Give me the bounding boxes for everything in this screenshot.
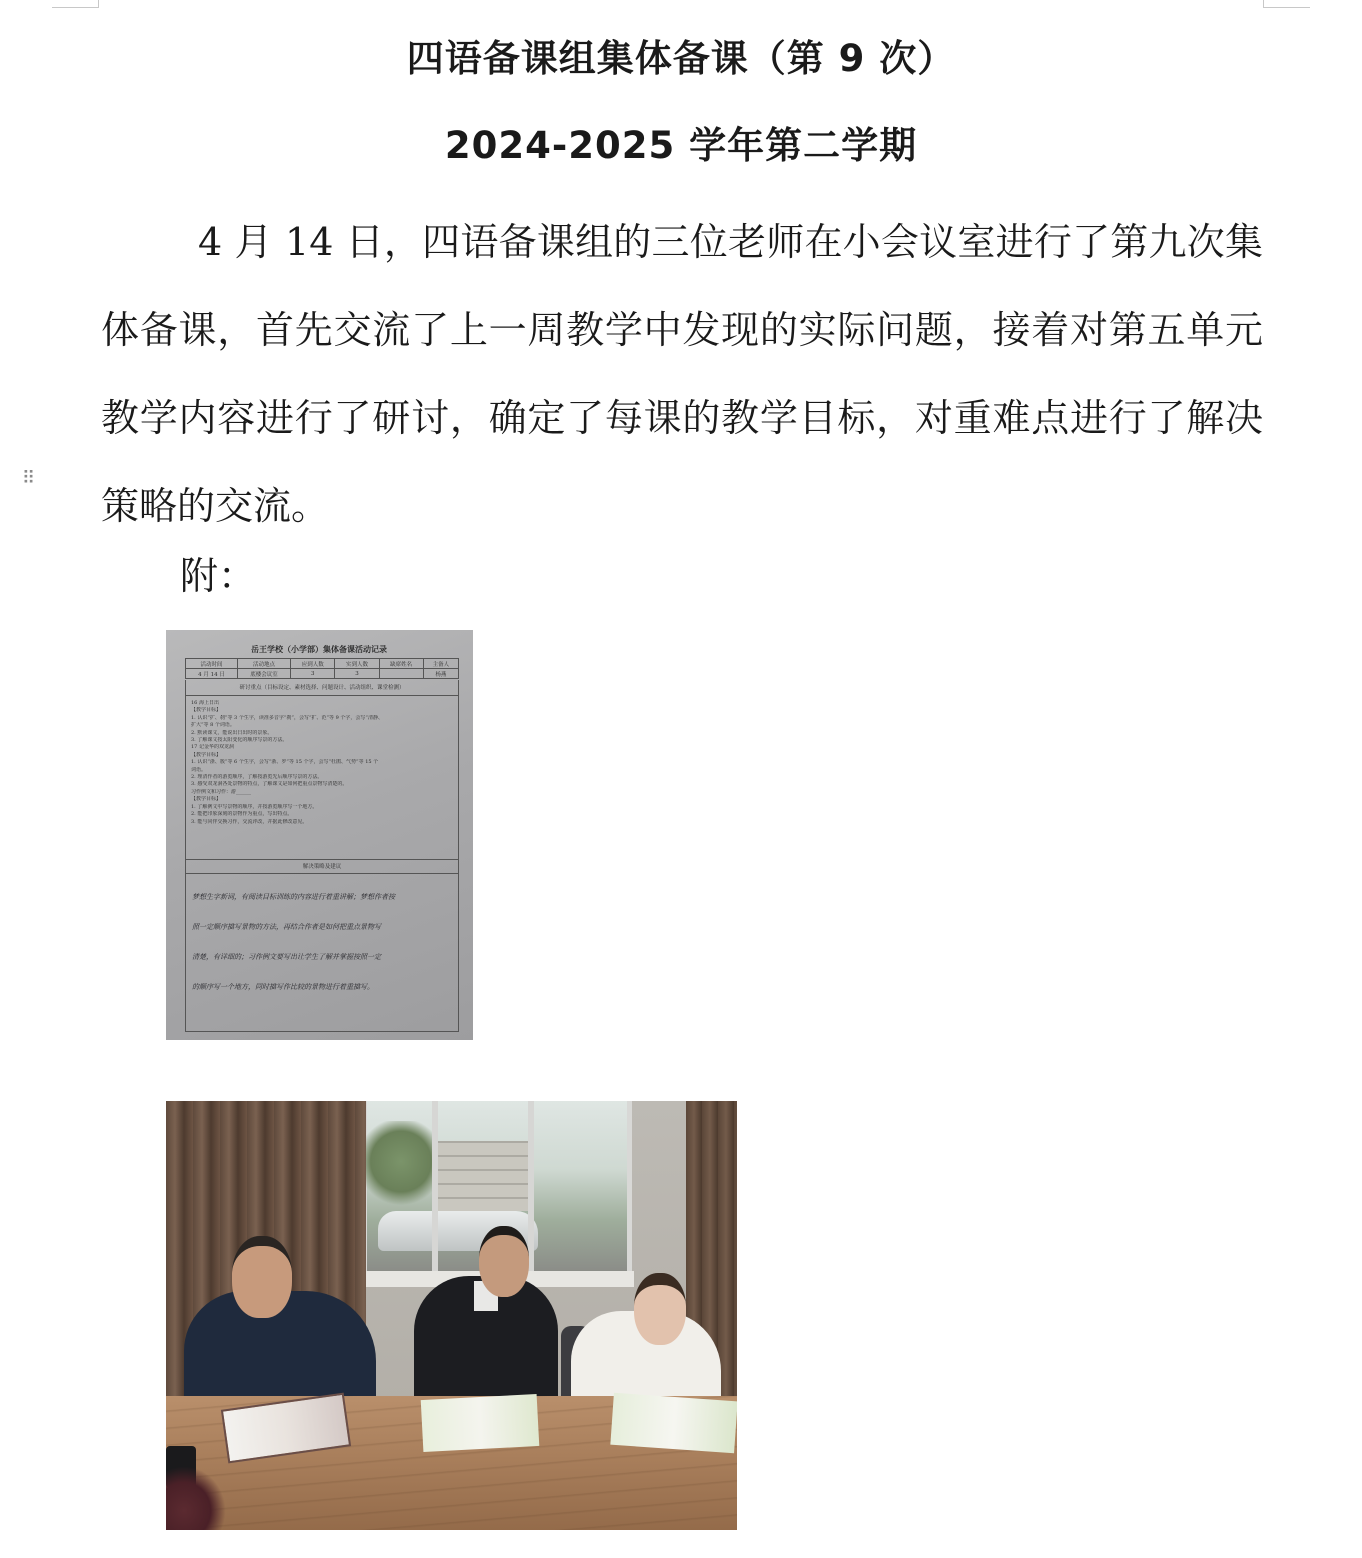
photo-window-frame bbox=[528, 1101, 534, 1276]
content-line: 词语。 bbox=[191, 766, 207, 773]
page-corner-mark-right bbox=[1263, 0, 1310, 8]
photo-person-left-head bbox=[232, 1236, 292, 1318]
photo-plant bbox=[166, 1466, 226, 1530]
record-form-focus-band: 研讨重点（目标设定、素材选择、问题设计、活动组织、课堂检测） bbox=[185, 680, 459, 696]
content-line: 17 记金华的双龙洞 bbox=[191, 744, 234, 751]
handwritten-line: 的顺序写一个地方，同时描写作比较的景物进行着重描写。 bbox=[192, 983, 374, 991]
photo-person-right-head bbox=[634, 1273, 686, 1345]
table-cell bbox=[379, 669, 423, 679]
record-form-content bbox=[185, 696, 459, 860]
content-line: 习作例文和习作：游______ bbox=[191, 788, 252, 795]
table-cell: 底楼会议室 bbox=[237, 669, 290, 679]
photo-building bbox=[436, 1141, 528, 1211]
table-cell: 缺席姓名 bbox=[379, 659, 423, 669]
appendix-label: 附： bbox=[180, 554, 257, 598]
table-cell: 应到人数 bbox=[291, 659, 335, 669]
handwritten-line: 梦想生字新词，有阅读目标训练的内容进行着重讲解；梦想作者按 bbox=[192, 893, 395, 901]
record-form-photo[interactable] bbox=[166, 630, 473, 1040]
content-line: 【教学目标】 bbox=[191, 707, 222, 714]
content-line: 16 海上日出 bbox=[191, 700, 219, 706]
table-cell: 4 月 14 日 bbox=[186, 669, 238, 679]
content-line: 3. 感受双龙洞各处景物的特点，了解课文是如何把重点景物写清楚的。 bbox=[191, 781, 348, 788]
record-form-title: 岳王学校（小学部）集体备课活动记录 bbox=[251, 644, 387, 654]
table-cell: 活动时间 bbox=[186, 659, 238, 669]
record-form-sheet bbox=[174, 634, 464, 1038]
record-form-handwriting bbox=[185, 874, 459, 1032]
content-line: 2. 默读课文，能说出日出时的景象。 bbox=[191, 729, 273, 736]
content-line: 3. 了解课文按太阳变化的顺序写景的方法。 bbox=[191, 737, 288, 744]
record-form-header-row bbox=[186, 659, 459, 669]
handwritten-line: 清楚，有详细的；习作例文要写出让学生了解并掌握按照一定 bbox=[192, 953, 381, 961]
content-line: 2. 理清作者的游览顺序，了解按游览先后顺序写景的方法。 bbox=[191, 774, 323, 781]
handwritten-line: 照一定顺序描写景物的方法，再结合作者是如何把重点景物写 bbox=[192, 923, 381, 931]
document-title: 四语备课组集体备课（第 9 次） bbox=[406, 37, 956, 80]
content-line: 3. 能与同伴交换习作，交流评改，并据此修改意见。 bbox=[191, 818, 308, 825]
table-cell: 3 bbox=[335, 669, 379, 679]
body-paragraph: 4 月 14 日，四语备课组的三位老师在小会议室进行了第九次集体备课，首先交流了上一周教学中发现的实际问题，接着对第五单元教学内容进行了研讨，确定了每课的教学目标，对重难点进行了解决策略的交流。 bbox=[101, 220, 1263, 528]
table-cell: 实到人数 bbox=[335, 659, 379, 669]
photo-tree bbox=[366, 1121, 436, 1211]
content-line: 2. 能把印象深刻的景物作为重点，写出特点。 bbox=[191, 811, 293, 818]
drag-handle-icon[interactable]: ⠿ bbox=[22, 468, 34, 489]
content-line: 1. 认识“扩、刹”等 3 个生字，读准多音字“刹”，会写“扩、范”等 9 个字，会写“清静、 bbox=[191, 714, 383, 721]
content-line: 【教学目标】 bbox=[191, 796, 222, 803]
photo-book-middle bbox=[421, 1394, 540, 1452]
table-cell: 杨燕 bbox=[423, 669, 458, 679]
table-cell: 活动地点 bbox=[237, 659, 290, 669]
record-form-value-row bbox=[186, 669, 459, 679]
content-line: 1. 了解例文中写景物的顺序，并按游览顺序写一个地方。 bbox=[191, 803, 318, 810]
content-line: 【教学目标】 bbox=[191, 751, 222, 758]
photo-person-middle-head bbox=[479, 1226, 529, 1297]
content-line: 1. 认识“浙、簇”等 6 个生字，会写“浙、罗”等 15 个字，会写“杜鹃、气势”等 15 个 bbox=[191, 759, 379, 766]
page-corner-mark-left bbox=[52, 0, 99, 8]
record-form-strategy-band: 解决策略及建议 bbox=[185, 860, 459, 874]
table-cell: 3 bbox=[291, 669, 335, 679]
photo-book-right bbox=[610, 1393, 737, 1454]
record-form-table bbox=[185, 658, 459, 679]
content-line: 扩大”等 8 个词语。 bbox=[191, 722, 235, 729]
table-cell: 主备人 bbox=[423, 659, 458, 669]
meeting-photo[interactable] bbox=[166, 1101, 737, 1530]
document-subtitle: 2024-2025 学年第二学期 bbox=[444, 124, 918, 167]
photo-window-frame bbox=[432, 1101, 438, 1276]
